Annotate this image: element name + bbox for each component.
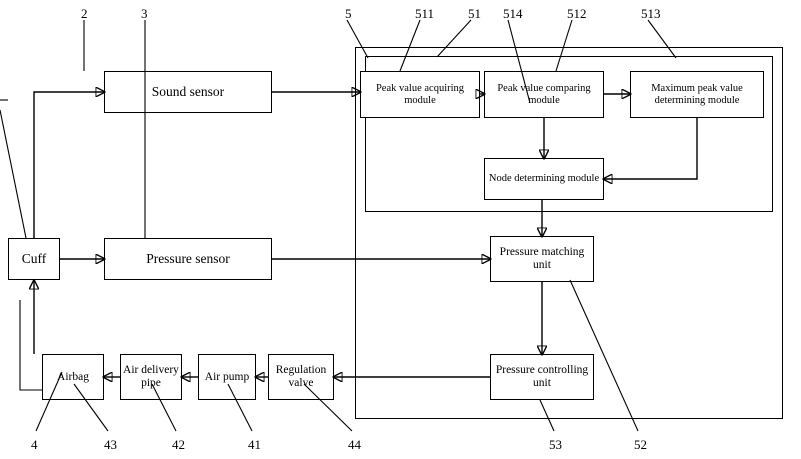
ref-label-41: 41 [248, 437, 261, 452]
ref-label-43: 43 [104, 437, 117, 452]
ref-label-53: 53 [549, 437, 562, 452]
block-pressure-controlling-unit-label: Pressure controlling unit [495, 364, 589, 389]
ref-label-5: 5 [345, 6, 352, 21]
block-node-determining-module-label: Node determining module [488, 173, 600, 185]
ref-label-51: 51 [468, 6, 481, 21]
ref-label-4: 4 [31, 437, 38, 452]
block-regulation-valve-label: Regulation valve [275, 364, 327, 389]
block-airbag-label: Airbag [57, 370, 89, 383]
block-sound-sensor-label: Sound sensor [151, 84, 225, 100]
ref-label-514: 514 [503, 6, 523, 21]
block-pressure-matching-unit-label: Pressure matching unit [499, 246, 585, 271]
ref-label-511: 511 [415, 6, 435, 21]
ref-label-44: 44 [348, 437, 361, 452]
block-air-pump-label: Air pump [204, 370, 250, 383]
ref-label-513: 513 [641, 6, 661, 21]
block-cuff-label: Cuff [21, 251, 47, 267]
block-peak-value-comparing-module-label: Peak value comparing module [497, 82, 591, 106]
ref-label-2: 2 [81, 6, 88, 21]
ref-label-42: 42 [172, 437, 185, 452]
block-air-delivery-pipe-label: Air delivery pipe [123, 364, 179, 389]
block-maximum-peak-value-determining-module-label: Maximum peak value determining module [651, 82, 743, 106]
ref-label-52: 52 [634, 437, 647, 452]
block-peak-value-acquiring-module-label: Peak value acquiring module [375, 82, 465, 106]
block-pressure-sensor-label: Pressure sensor [146, 251, 230, 267]
ref-label-3: 3 [141, 6, 148, 21]
ref-label-512: 512 [567, 6, 587, 21]
